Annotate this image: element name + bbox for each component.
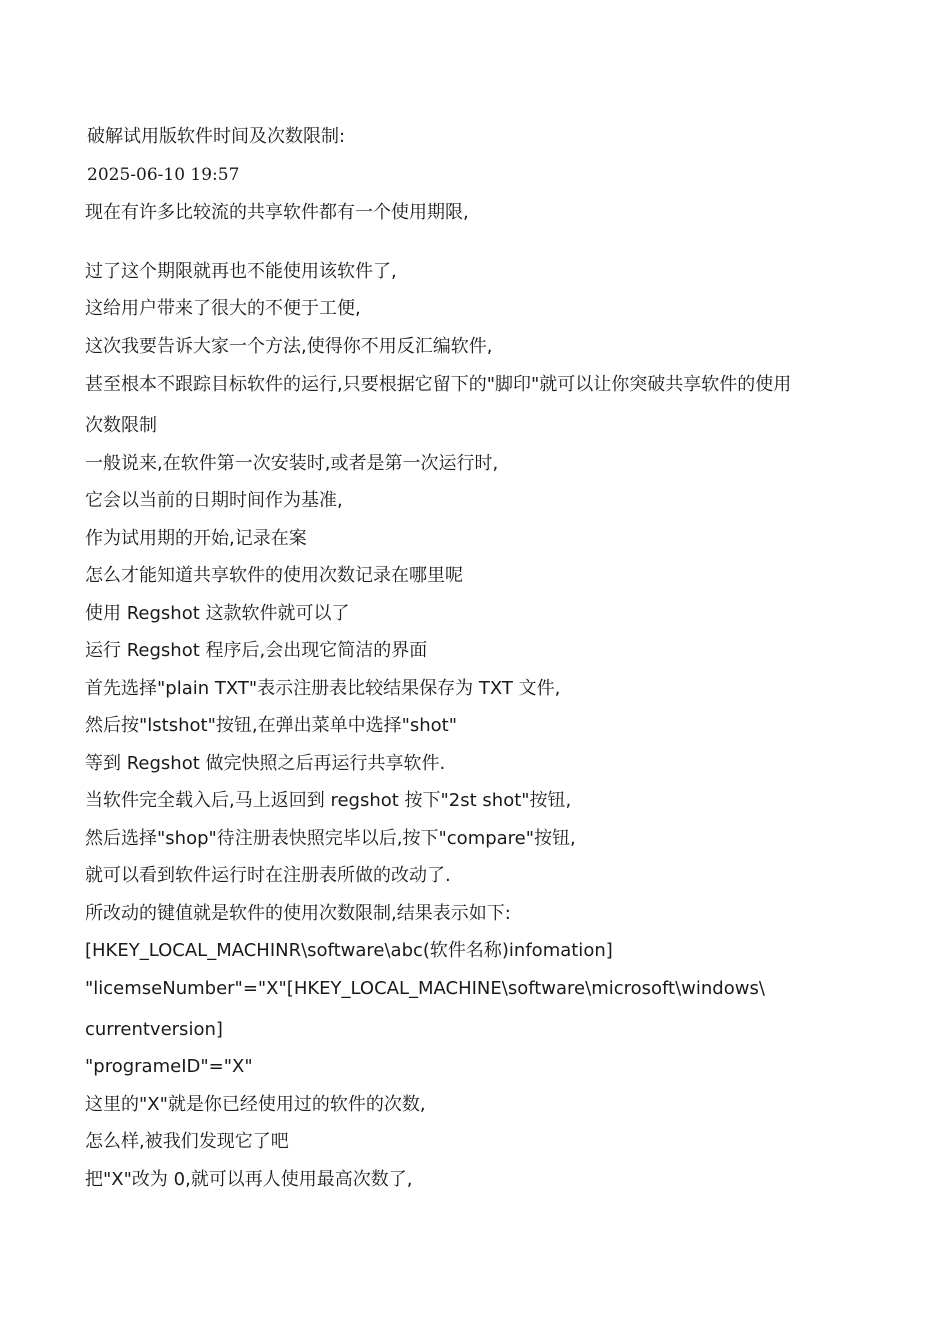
body-line: 等到 Regshot 做完快照之后再运行共享软件. [85,753,446,774]
body-line: currentversion] [85,1019,223,1040]
body-line: "programeID"="X" [85,1056,253,1077]
body-line: 运行 Regshot 程序后,会出现它简洁的界面 [85,640,428,661]
body-line: 这给用户带来了很大的不便于工便, [85,298,361,319]
body-line: 作为试用期的开始,记录在案 [85,528,307,549]
body-line: 它会以当前的日期时间作为基准, [85,490,343,511]
body-line: [HKEY_LOCAL_MACHINR\software\abc(软件名称)infomation] [85,940,613,961]
body-line: 现在有许多比较流的共享软件都有一个使用期限, [85,202,469,223]
body-line: 然后选择"shop"待注册表快照完毕以后,按下"compare"按钮, [85,828,576,849]
body-line: 使用 Regshot 这款软件就可以了 [85,603,350,624]
article-date: 2025-06-10 19:57 [87,165,240,185]
body-line: 过了这个期限就再也不能使用该软件了, [85,261,397,282]
body-line: "licemseNumber"="X"[HKEY_LOCAL_MACHINE\software\microsoft\windows\ [85,978,765,999]
body-line: 当软件完全载入后,马上返回到 regshot 按下"2st shot"按钮, [85,790,572,811]
body-line: 这次我要告诉大家一个方法,使得你不用反汇编软件, [85,336,493,357]
article-title: 破解试用版软件时间及次数限制: [87,126,346,147]
body-line: 然后按"lstshot"按钮,在弹出菜单中选择"shot" [85,715,457,736]
body-line: 一般说来,在软件第一次安装时,或者是第一次运行时, [85,453,499,474]
body-line: 怎么才能知道共享软件的使用次数记录在哪里呢 [85,565,463,586]
body-line: 把"X"改为 0,就可以再人使用最高次数了, [85,1169,413,1190]
body-line: 甚至根本不跟踪目标软件的运行,只要根据它留下的"脚印"就可以让你突破共享软件的使用 [85,374,792,395]
body-line: 所改动的键值就是软件的使用次数限制,结果表示如下: [85,903,511,924]
body-line: 首先选择"plain TXT"表示注册表比较结果保存为 TXT 文件, [85,678,561,699]
body-line: 就可以看到软件运行时在注册表所做的改动了. [85,865,451,886]
body-line: 怎么样,被我们发现它了吧 [85,1131,289,1152]
body-line: 这里的"X"就是你已经使用过的软件的次数, [85,1094,426,1115]
body-line: 次数限制 [85,415,157,436]
